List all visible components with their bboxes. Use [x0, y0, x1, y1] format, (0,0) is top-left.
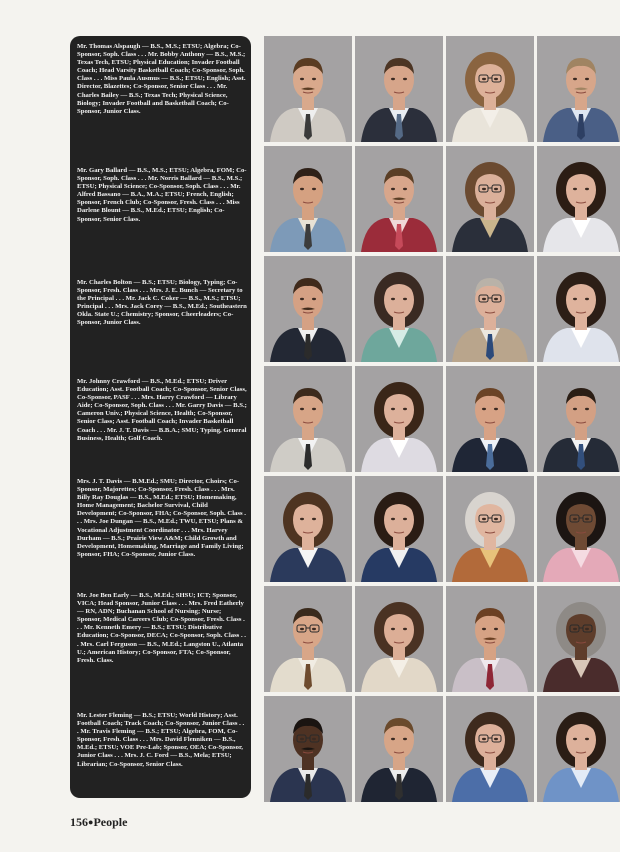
caption-row-4: Mr. Johnny Crawford — B.S., M.Ed.; ETSU; Driver Education; Asst. Football Coach; Co-Sponsor, Senior Class, Co-Sponsor, PASF . . . Mrs. Harry Crawford — Library Aide; Co-Sponsor, Soph. Class . . . Mr. Garry Davis — B.S.; Cameron Univ.; Physical Science, Health; Co-Sponsor, Senior Class; Asst. Football Coach; Invader Basketball Coach . . . Mr. J. T. Davis — B.B.A.; SMU; Typing, General Business, Health; Golf Coach.: [77, 378, 247, 442]
page-number: 156: [70, 815, 88, 829]
portrait-grid: [264, 36, 620, 802]
portrait-photo: [355, 256, 443, 362]
portrait-photo: [537, 256, 620, 362]
portrait-photo: [264, 476, 352, 582]
portrait-photo: [264, 696, 352, 802]
portrait-photo: [264, 256, 352, 362]
caption-row-1: Mr. Thomas Alspaugh — B.S., M.S.; ETSU; Algebra; Co-Sponsor, Soph. Class . . . Mr. Bobby Anthony — B.S., M.S.; Texas Tech, ETSU; Physical Education; Invader Football Coach; Head Varsity Basketball Coach; Co-Sponsor, Soph. Class . . . Miss Paula Ausmus — B.S.; ETSU; English; Asst. Director, Blazettes; Co-Sponsor, Senior Class . . . Mr. Charles Bailey — B.S.; Texas Tech; Physical Science, Biology; Invader Football and Basketball Coach; Co-Sponsor, Junior Class.: [77, 43, 246, 115]
caption-row-6: Mr. Joe Ben Early — B.S., M.Ed.; SHSU; ICT; Sponsor, VICA; Head Sponsor, Junior Class . . . Mrs. Fred Eatherly — RN, ADN; Buchanan School of Nursing; Nurse; Sponsor, Medical Careers Club; Co-Sponsor, Fresh. Class . . . Mr. Kenneth Emery — B.S.; ETSU; Distributive Education; Co-Sponsor, DECA; Co-Sponsor, Soph. Class . . . Mrs. Carl Ferguson — B.S., M.Ed.; Langston U., Atlanta U.; American History; Co-Sponsor, FTA; Co-Sponsor, Fresh. Class.: [77, 592, 246, 664]
portrait-photo: [446, 146, 534, 252]
portrait-photo: [537, 696, 620, 802]
section-title: People: [93, 815, 128, 829]
portrait-photo: [537, 146, 620, 252]
portrait-photo: [537, 586, 620, 692]
portrait-photo: [355, 146, 443, 252]
caption-row-2: Mr. Gary Ballard — B.S., M.S.; ETSU; Algebra, FOM; Co-Sponsor, Soph. Class . . . Mr. Norris Ballard — B.S., M.S.; ETSU; Physical Science; Co-Sponsor, Soph. Class . . . Mr. Alfred Bassano — B.A., M.A.; ETSU; French, English; Sponsor, French Club; Co-Sponsor, Fresh. Class . . . Miss Darlene Blount — B.S., M.Ed.; ETSU; English; Co-Sponsor, Senior Class.: [77, 167, 247, 223]
portrait-photo: [355, 476, 443, 582]
caption-row-5: Mrs. J. T. Davis — B.M.Ed.; SMU; Director, Choirs; Co-Sponsor, Majorettes; Co-Sponsor, Fresh. Class . . . Mrs. Billy Ray Douglas — B.S., M.Ed.; ETSU; Homemaking, Home Management; Bachelor Survival, Child Development; Co-Sponsor, FHA; Co-Sponsor, Soph. Class . . . Mrs. Joe Dungan — B.S., M.Ed.; TWU, ETSU; Plans & Vocational Adjustment Coordinator . . . Mrs. Harvey Durham — B.S.; Prairie View A&M; Child Growth and Development, Homemaking, Marriage and Family Living; Sponsor, FHA; Co-Sponsor, Junior Class.: [77, 478, 246, 558]
portrait-photo: [264, 36, 352, 142]
portrait-photo: [355, 696, 443, 802]
portrait-photo: [264, 366, 352, 472]
portrait-photo: [537, 366, 620, 472]
portrait-photo: [446, 36, 534, 142]
bullet-icon: ●: [88, 817, 94, 827]
portrait-photo: [537, 476, 620, 582]
portrait-photo: [355, 366, 443, 472]
portrait-photo: [264, 586, 352, 692]
portrait-photo: [537, 36, 620, 142]
caption-row-7: Mr. Lester Fleming — B.S.; ETSU; World History; Asst. Football Coach; Track Coach; Co-Sponsor, Junior Class . . . Mr. Travis Fleming — B.S.; ETSU; Algebra, FOM, Co-Sponsor, Fresh. Class . . . Mrs. David Flenniken — B.S., M.Ed.; ETSU; VOE Pre-Lab; Sponsor, OEA; Co-Sponsor, Junior Class . . . Mrs. J. C. Ford — B.S., Mela; ETSU; Librarian; Co-Sponsor, Senior Class.: [77, 712, 245, 768]
portrait-photo: [446, 696, 534, 802]
portrait-photo: [264, 146, 352, 252]
page-footer: [70, 815, 127, 830]
portrait-photo: [355, 36, 443, 142]
caption-row-3: Mr. Charles Bolton — B.S.; ETSU; Biology, Typing; Co-Sponsor, Fresh. Class . . . Mrs. J. E. Bunch — Secretary to the Principal . . . Mr. Jack C. Coker — B.S., M.S.; ETSU; Principal . . . Mrs. Jack Corey — B.S., M.Ed.; Southeastern Okla. State U.; Chemistry; Sponsor, Cheerleaders; Co-Sponsor, Junior Class.: [77, 279, 247, 327]
portrait-photo: [446, 366, 534, 472]
portrait-photo: [446, 256, 534, 362]
portrait-photo: [446, 586, 534, 692]
portrait-photo: [446, 476, 534, 582]
portrait-photo: [355, 586, 443, 692]
